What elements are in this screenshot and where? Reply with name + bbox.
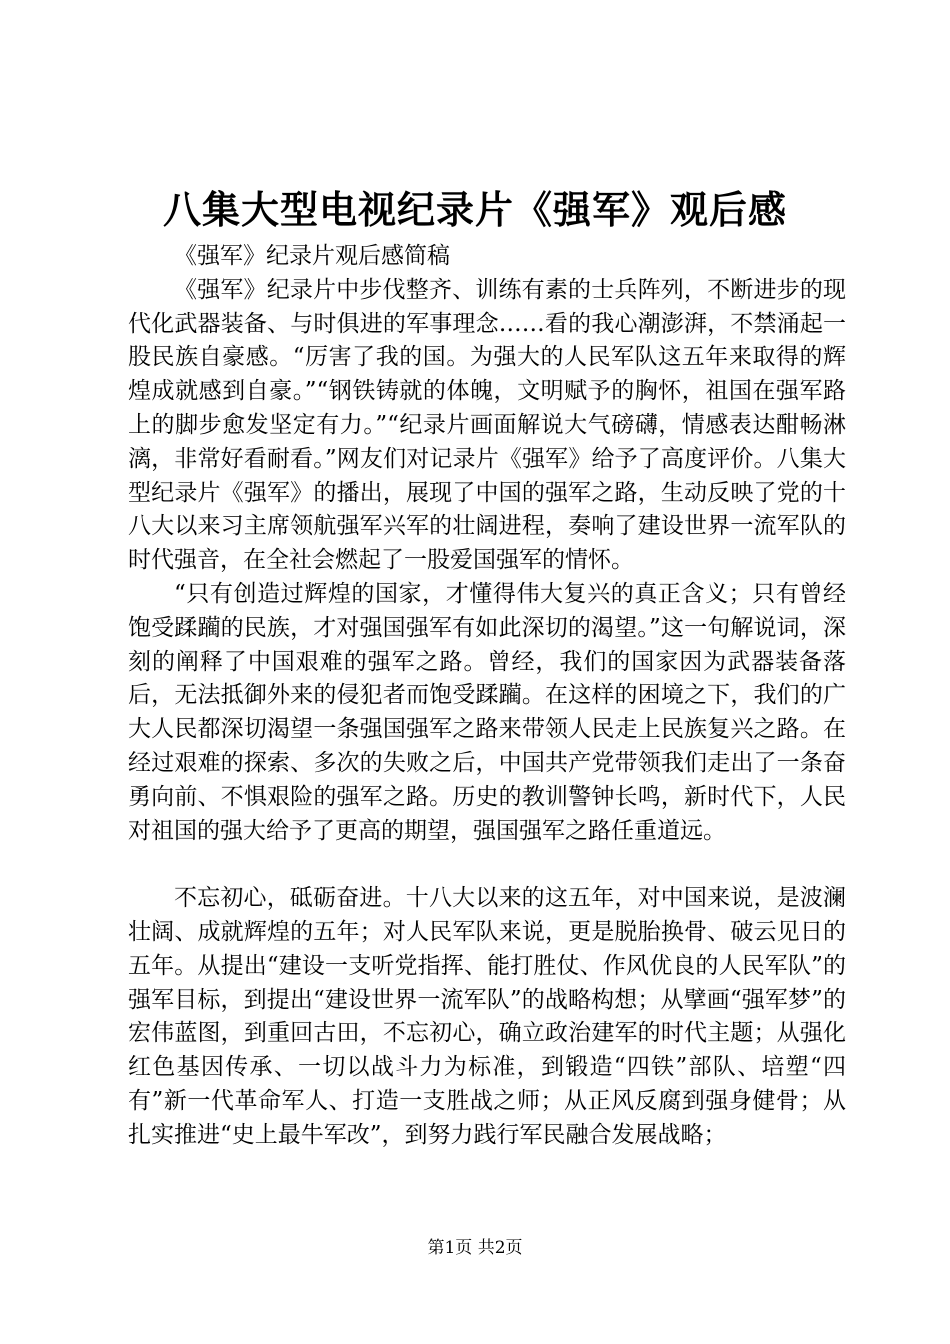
paragraph-2: “只有创造过辉煌的国家，才懂得伟大复兴的真正含义；只有曾经饱受蹂躏的民族，才对强国强军有如此深切的渴望。”这一句解说词，深刻的阐释了中国艰难的强军之路。曾经，我们的国家因为武器装备落后，无法抵御外来的侵犯者而饱受蹂躏。在这样的困境之下，我们的广大人民都深切渴望一条强国强军之路来带领人民走上民族复兴之路。在经过艰难的探索、多次的失败之后，中国共产党带领我们走出了一条奋勇向前、不惧艰险的强军之路。历史的教训警钟长鸣，新时代下，人民对祖国的强大给予了更高的期望，强国强军之路任重道远。 — [128, 580, 846, 844]
document-body — [128, 240, 846, 1153]
document-title: 八集大型电视纪录片《强军》观后感 — [162, 187, 787, 232]
document-subtitle: 《强军》纪录片观后感简稿 — [174, 243, 450, 269]
paragraph-1: 《强军》纪录片中步伐整齐、训练有素的士兵阵列，不断进步的现代化武器装备、与时俱进的军事理念……看的我心潮澎湃，不禁涌起一股民族自豪感。“厉害了我的国。为强大的人民军队这五年来取得的辉煌成就感到自豪。”“钢铁铸就的体魄，文明赋予的胸怀，祖国在强军路上的脚步愈发坚定有力。”“纪录片画面解说大气磅礴，情感表达酣畅淋漓，非常好看耐看。”网友们对记录片《强军》给予了高度评价。八集大型纪录片《强军》的播出，展现了中国的强军之路，生动反映了党的十八大以来习主席领航强军兴军的壮阔进程，奏响了建设世界一流军队的时代强音，在全社会燃起了一股爱国强军的情怀。 — [128, 276, 846, 574]
paragraph-3: 不忘初心，砥砺奋进。十八大以来的这五年，对中国来说，是波澜壮阔、成就辉煌的五年；对人民军队来说，更是脱胎换骨、破云见日的五年。从提出“建设一支听党指挥、能打胜仗、作风优良的人民军队”的强军目标，到提出“建设世界一流军队”的战略构想；从擘画“强军梦”的宏伟蓝图，到重回古田，不忘初心，确立政治建军的时代主题；从强化红色基因传承、一切以战斗力为标准，到锻造“四铁”部队、培塑“四有”新一代革命军人、打造一支胜战之师；从正风反腐到强身健骨；从扎实推进“史上最牛军改”，到努力践行军民融合发展战略； — [128, 885, 846, 1148]
page-footer: 第1页 共2页 — [427, 1238, 523, 1258]
